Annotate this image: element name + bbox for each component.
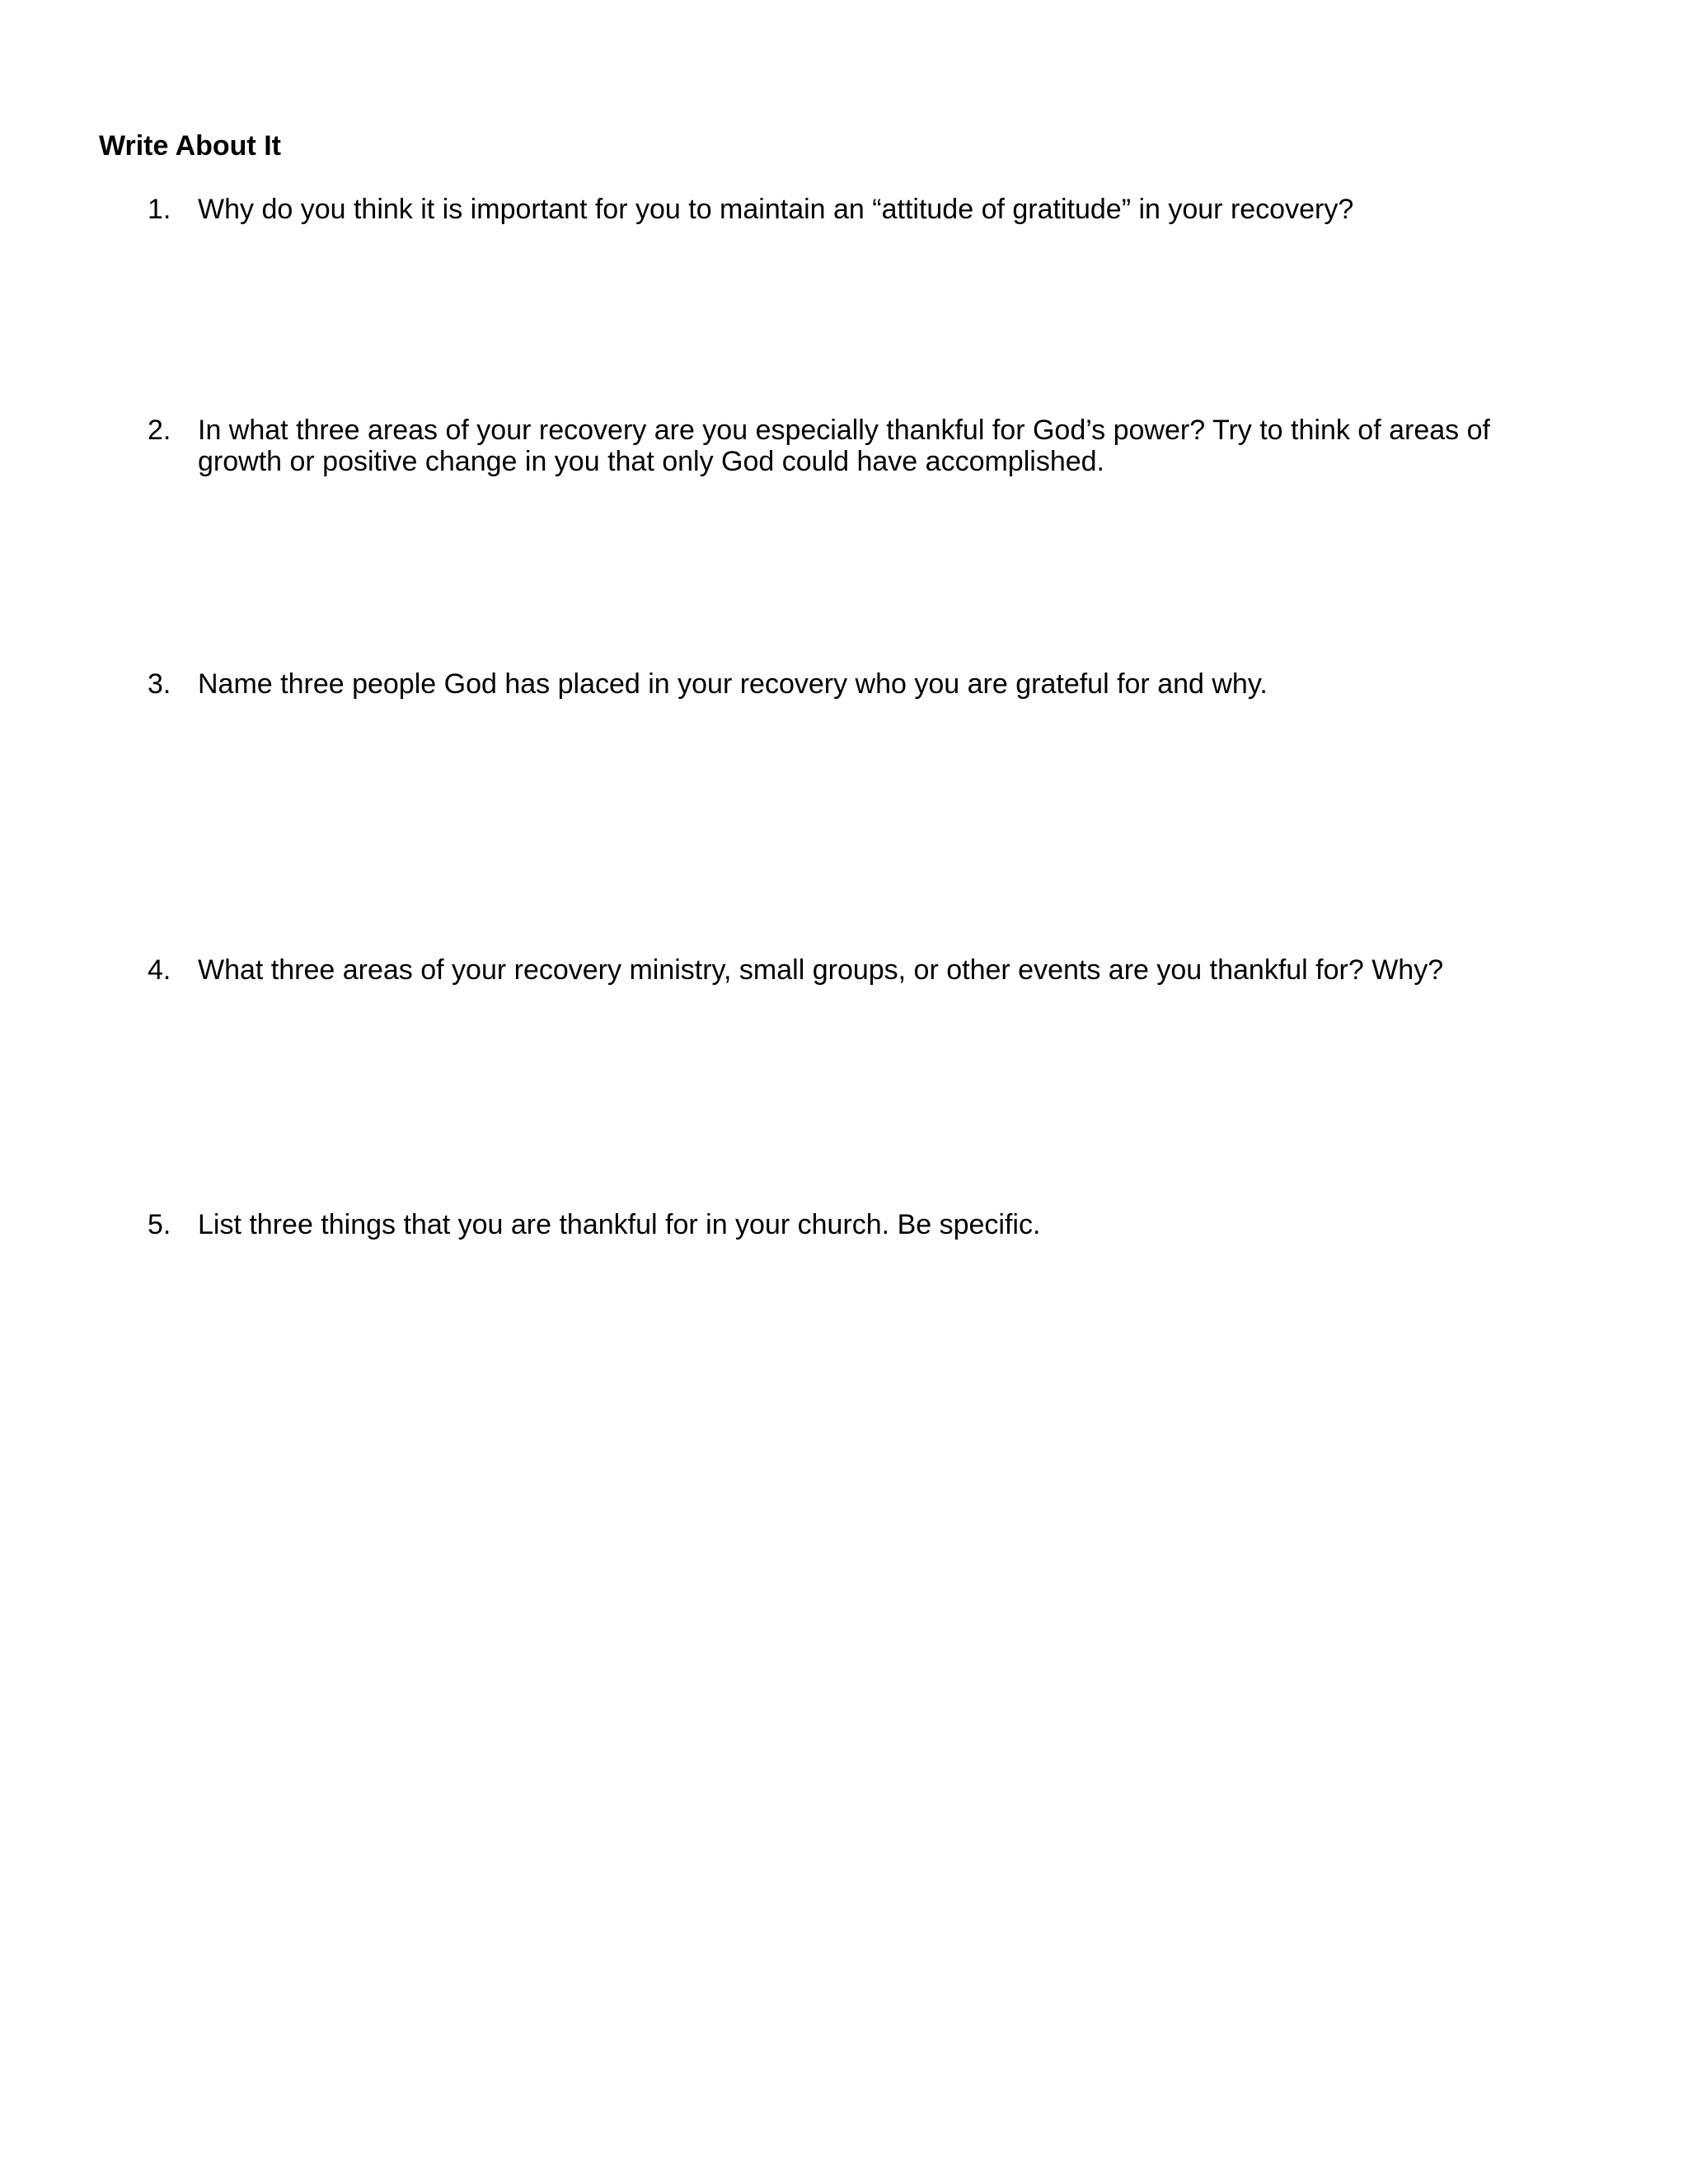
question-number: 3. (148, 668, 171, 700)
question-text: What three areas of your recovery ministry, small groups, or other events are you thankful for? Why? (198, 954, 1444, 986)
question-number: 4. (148, 954, 171, 986)
section-heading: Write About It (99, 130, 281, 162)
question-number: 5. (148, 1209, 171, 1240)
question-text: In what three areas of your recovery are you especially thankful for God’s power? Try to think of areas of growth or positive change in you that only God could have accomplished. (198, 415, 1490, 477)
question-text: List three things that you are thankful for in your church. Be specific. (198, 1209, 1041, 1240)
question-text: Name three people God has placed in your recovery who you are grateful for and why. (198, 668, 1268, 700)
question-number: 1. (148, 194, 171, 225)
question-item (148, 1209, 1573, 1240)
question-text: Why do you think it is important for you to maintain an “attitude of gratitude” in your recovery? (198, 194, 1354, 225)
question-number: 2. (148, 415, 171, 446)
question-item (148, 415, 1573, 477)
question-item (148, 194, 1573, 225)
question-item (148, 954, 1573, 986)
question-item (148, 668, 1573, 700)
